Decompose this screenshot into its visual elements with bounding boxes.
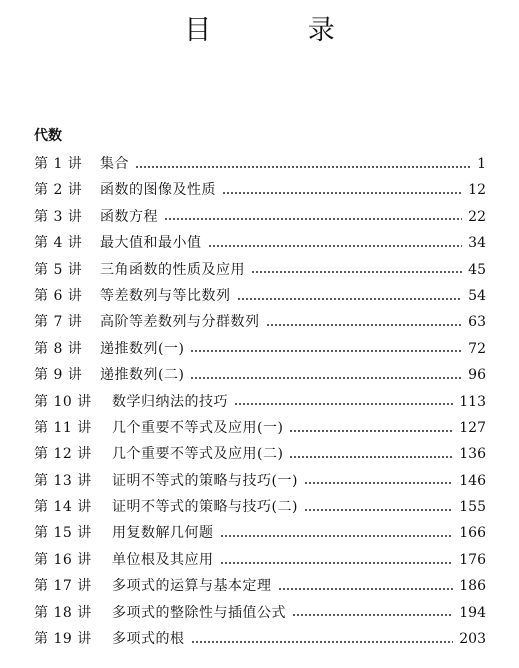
- lecture-number: 第 9 讲: [34, 367, 83, 384]
- dot-leader: [237, 298, 463, 300]
- dot-leader: [251, 271, 462, 273]
- dot-leader: [190, 377, 462, 379]
- page-number: 155: [459, 499, 486, 516]
- toc-entry[interactable]: [34, 547, 486, 573]
- toc-entry[interactable]: [34, 336, 486, 362]
- page-number: 127: [459, 419, 486, 436]
- entry-title: 高阶等差数列与分群数列: [100, 314, 260, 331]
- entry-title: 几个重要不等式及应用(二): [112, 446, 284, 463]
- toc-entry[interactable]: [34, 204, 486, 230]
- page-title: 目 录: [184, 15, 379, 46]
- lecture-number: 第 14 讲: [34, 499, 92, 516]
- dot-leader: [304, 509, 453, 511]
- page-number: 186: [459, 578, 486, 595]
- page-number: 194: [459, 604, 486, 621]
- toc-entry[interactable]: [34, 389, 486, 415]
- entry-title: 证明不等式的策略与技巧(二): [112, 499, 298, 516]
- toc-entry[interactable]: [34, 441, 486, 467]
- lecture-number: 第 16 讲: [34, 551, 92, 568]
- page-number: 12: [468, 182, 486, 199]
- dot-leader: [289, 456, 453, 458]
- lecture-number: 第 11 讲: [34, 419, 92, 436]
- toc-list: [34, 151, 486, 652]
- page-number: 96: [468, 367, 486, 384]
- page-number: 176: [459, 551, 486, 568]
- toc-entry[interactable]: [34, 600, 486, 626]
- toc-entry[interactable]: [34, 309, 486, 335]
- lecture-number: 第 5 讲: [34, 261, 83, 278]
- dot-leader: [292, 614, 453, 616]
- page-number: 34: [468, 235, 486, 252]
- page-number: 166: [459, 525, 486, 542]
- page-number: 54: [468, 287, 486, 304]
- entry-title: 递推数列(二): [100, 367, 185, 384]
- lecture-number: 第 3 讲: [34, 208, 83, 225]
- dot-leader: [278, 588, 454, 590]
- dot-leader: [220, 562, 454, 564]
- lecture-number: 第 6 讲: [34, 287, 83, 304]
- entry-title: 三角函数的性质及应用: [100, 261, 245, 278]
- page-number: 45: [468, 261, 486, 278]
- entry-title: 最大值和最小值: [100, 235, 202, 252]
- page-number: 203: [459, 631, 486, 648]
- entry-title: 递推数列(一): [100, 340, 185, 357]
- page-number: 146: [459, 472, 486, 489]
- page-number: 136: [459, 446, 486, 463]
- toc-entry[interactable]: [34, 494, 486, 520]
- lecture-number: 第 15 讲: [34, 525, 92, 542]
- entry-title: 几个重要不等式及应用(一): [112, 419, 284, 436]
- page-number: 22: [468, 208, 486, 225]
- toc-entry[interactable]: [34, 257, 486, 283]
- lecture-number: 第 8 讲: [34, 340, 83, 357]
- page-number: 63: [468, 314, 486, 331]
- toc-entry[interactable]: [34, 230, 486, 256]
- dot-leader: [135, 166, 471, 168]
- toc-entry[interactable]: [34, 177, 486, 203]
- dot-leader: [266, 324, 463, 326]
- lecture-number: 第 7 讲: [34, 314, 83, 331]
- toc-entry[interactable]: [34, 151, 486, 177]
- entry-title: 函数方程: [100, 208, 158, 225]
- page-number: 72: [468, 340, 486, 357]
- dot-leader: [289, 430, 453, 432]
- toc-entry[interactable]: [34, 283, 486, 309]
- entry-title: 证明不等式的策略与技巧(一): [112, 472, 298, 489]
- entry-title: 多项式的整除性与插值公式: [112, 604, 286, 621]
- lecture-number: 第 13 讲: [34, 472, 92, 489]
- lecture-number: 第 12 讲: [34, 446, 92, 463]
- entry-title: 多项式的运算与基本定理: [112, 578, 272, 595]
- lecture-number: 第 2 讲: [34, 182, 83, 199]
- dot-leader: [191, 641, 454, 643]
- dot-leader: [220, 535, 454, 537]
- entry-title: 多项式的根: [112, 631, 185, 648]
- lecture-number: 第 10 讲: [34, 393, 92, 410]
- toc-entry[interactable]: [34, 626, 486, 652]
- page-number: 113: [459, 393, 486, 410]
- dot-leader: [222, 192, 462, 194]
- entry-title: 单位根及其应用: [112, 551, 214, 568]
- toc-entry[interactable]: [34, 468, 486, 494]
- lecture-number: 第 19 讲: [34, 631, 92, 648]
- page-number: 1: [477, 156, 486, 172]
- entry-title: 等差数列与等比数列: [100, 287, 231, 304]
- entry-title: 集合: [100, 156, 129, 172]
- lecture-number: 第 18 讲: [34, 604, 92, 621]
- dot-leader: [208, 245, 463, 247]
- dot-leader: [304, 482, 453, 484]
- dot-leader: [234, 403, 453, 405]
- toc-entry[interactable]: [34, 520, 486, 546]
- toc-entry[interactable]: [34, 415, 486, 441]
- entry-title: 用复数解几何题: [112, 525, 214, 542]
- lecture-number: 第 1 讲: [34, 156, 83, 172]
- toc-entry[interactable]: [34, 573, 486, 599]
- lecture-number: 第 17 讲: [34, 578, 92, 595]
- section-heading: 代数: [34, 128, 62, 144]
- toc-entry[interactable]: [34, 362, 486, 388]
- dot-leader: [164, 218, 462, 220]
- dot-leader: [190, 350, 462, 352]
- lecture-number: 第 4 讲: [34, 235, 83, 252]
- entry-title: 函数的图像及性质: [100, 182, 216, 199]
- entry-title: 数学归纳法的技巧: [112, 393, 228, 410]
